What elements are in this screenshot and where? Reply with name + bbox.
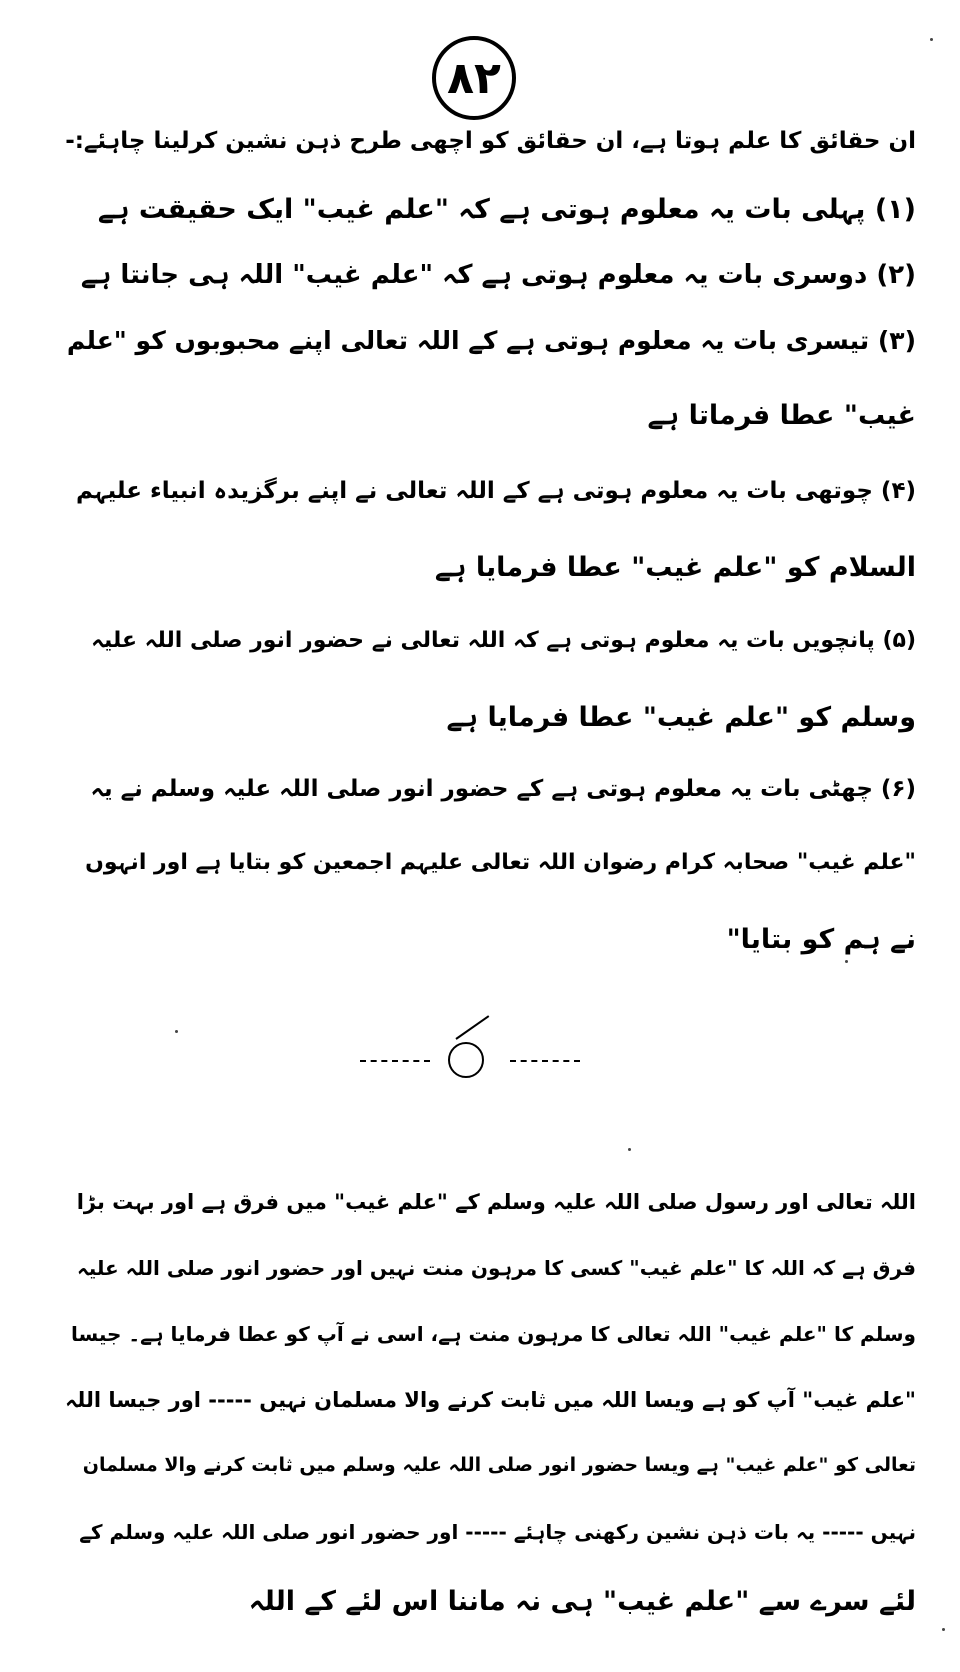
- scan-speck: [845, 960, 848, 963]
- point-4-line: (۴) چوتھی بات یہ معلوم ہوتی ہے کے اللہ تعالی نے اپنے برگزیدہ انبیاء علیہم: [75, 478, 916, 504]
- point-3-continuation: غیب" عطا فرماتا ہے: [647, 400, 916, 431]
- paragraph-line: لئے سرے سے "علم غیب" ہی نہ ماننا اس لئے کے اللہ: [248, 1586, 916, 1617]
- section-divider: [360, 1038, 580, 1078]
- paragraph-line: فرق ہے کہ اللہ کا "علم غیب" کسی کا مرہون منت نہیں اور حضور انور صلی اللہ علیہ: [76, 1256, 916, 1280]
- point-6-continuation: "علم غیب" صحابہ کرام رضوان اللہ تعالی علیہم اجمعین کو بتایا ہے اور انہوں: [85, 850, 916, 875]
- difference-paragraph: [56, 1190, 916, 1660]
- point-5-continuation: وسلم کو "علم غیب" عطا فرمایا ہے: [446, 702, 916, 733]
- point-3-line: (۳) تیسری بات یہ معلوم ہوتی ہے کے اللہ تعالی اپنے محبوبوں کو "علم: [66, 326, 916, 355]
- paragraph-line: نہیں ----- یہ بات ذہن نشین رکھنی چاہئے ----- اور حضور انور صلی اللہ علیہ وسلم کے: [79, 1520, 916, 1544]
- divider-dash-left: [360, 1060, 430, 1062]
- divider-stroke: [455, 1015, 489, 1040]
- divider-dash-right: [510, 1060, 580, 1062]
- point-6-line: (۶) چھٹی بات یہ معلوم ہوتی ہے کے حضور انور صلی اللہ علیہ وسلم نے یہ: [90, 776, 916, 802]
- scan-speck: [175, 1030, 178, 1033]
- scan-speck: [628, 1148, 631, 1151]
- point-5-line: (۵) پانچویں بات یہ معلوم ہوتی ہے کہ اللہ تعالی نے حضور انور صلی اللہ علیہ: [91, 628, 916, 653]
- paragraph-line: اللہ تعالی اور رسول صلی اللہ علیہ وسلم کے "علم غیب" میں فرق ہے اور بہت بڑا: [76, 1190, 916, 1214]
- page-number: ۸۲: [432, 36, 516, 120]
- paragraph-line: "علم غیب" آپ کو ہے ویسا اللہ میں ثابت کرنے والا مسلمان نہیں ----- اور جیسا اللہ: [65, 1388, 916, 1412]
- point-1-line: (۱) پہلی بات یہ معلوم ہوتی ہے کہ "علم غیب" ایک حقیقت ہے: [97, 194, 916, 225]
- intro-line: ان حقائق کا علم ہوتا ہے، ان حقائق کو اچھی طرح ذہن نشین کرلینا چاہئے:-: [65, 128, 916, 154]
- paragraph-line: تعالی کو "علم غیب" ہے ویسا حضور انور صلی اللہ علیہ وسلم میں ثابت کرنے والا مسلمان: [82, 1454, 916, 1476]
- divider-ring-ornament: [448, 1042, 484, 1078]
- numbered-points-section: [56, 128, 916, 1008]
- scan-speck: [930, 38, 933, 41]
- point-2-line: (۲) دوسری بات یہ معلوم ہوتی ہے کہ "علم غیب" اللہ ہی جانتا ہے: [80, 260, 916, 290]
- paragraph-line: وسلم کا "علم غیب" اللہ تعالی کا مرہون منت ہے، اسی نے آپ کو عطا فرمایا ہے۔ جیسا: [71, 1322, 916, 1346]
- point-4-continuation: السلام کو "علم غیب" عطا فرمایا ہے: [434, 552, 916, 583]
- point-6-end: نے ہم کو بتایا": [726, 924, 916, 955]
- scan-speck: [942, 1628, 945, 1631]
